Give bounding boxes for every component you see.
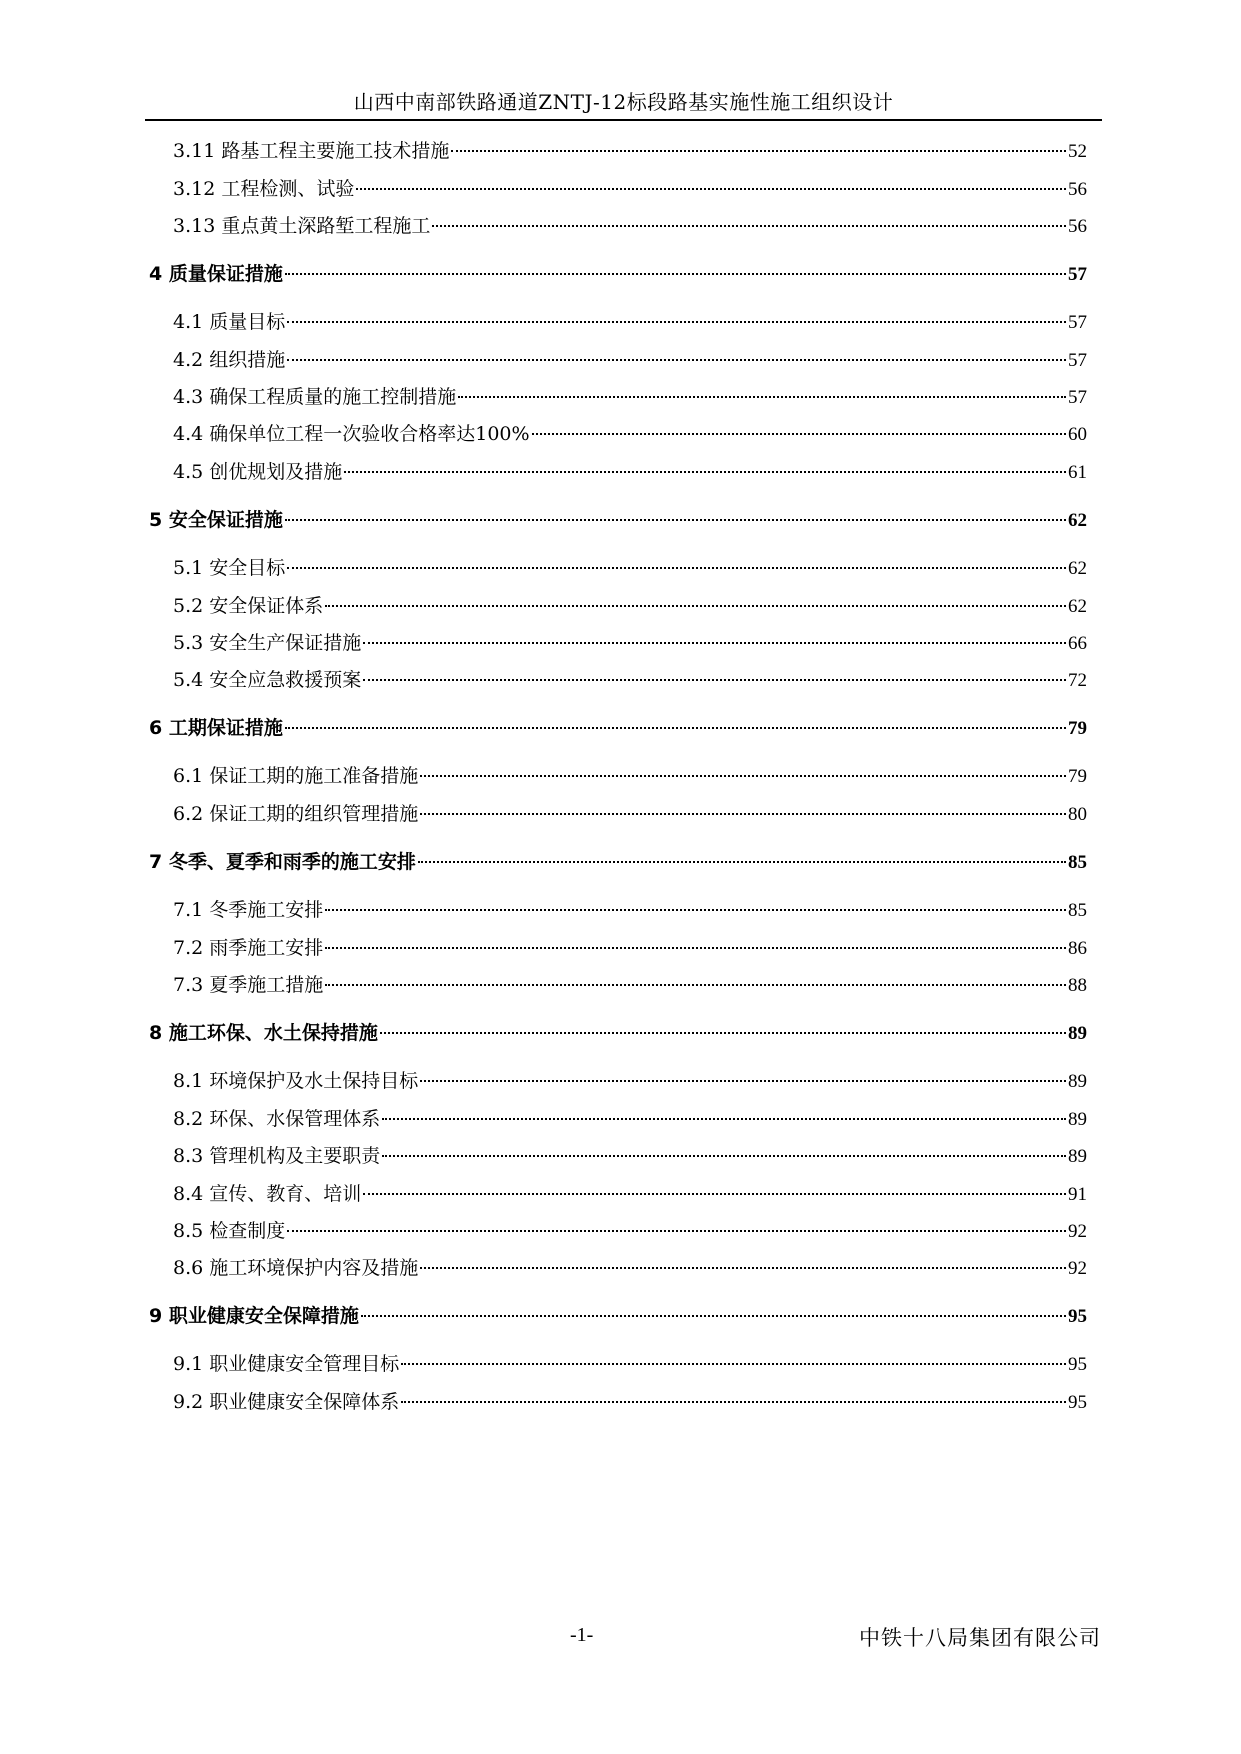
toc-entry-label: 9.2 职业健康安全保障体系: [173, 1391, 400, 1413]
toc-dot-leader: [401, 1401, 1066, 1403]
toc-section-entry[interactable]: [173, 459, 1087, 485]
toc-chapter-entry[interactable]: [149, 1303, 1087, 1329]
toc-dot-leader: [380, 1032, 1066, 1034]
toc-section-entry[interactable]: [173, 897, 1087, 923]
toc-entry-page: 62: [1068, 510, 1087, 531]
toc-section-entry[interactable]: [173, 1389, 1087, 1415]
toc-section-entry[interactable]: [173, 1351, 1087, 1377]
toc-entry-label: 9.1 职业健康安全管理目标: [173, 1353, 400, 1375]
toc-dot-leader: [356, 188, 1066, 190]
toc-entry-label: 3.12 工程检测、试验: [173, 178, 355, 200]
toc-dot-leader: [287, 567, 1066, 569]
toc-entry-page: 86: [1068, 938, 1087, 959]
toc-section-entry[interactable]: [173, 801, 1087, 827]
toc-entry-label: 8.6 施工环境保护内容及措施: [173, 1257, 419, 1279]
toc-dot-leader: [458, 396, 1066, 398]
toc-entry-page: 79: [1068, 766, 1087, 787]
toc-entry-label: 8.5 检查制度: [173, 1220, 286, 1242]
toc-section-entry[interactable]: [173, 138, 1087, 164]
toc-entry-page: 57: [1068, 350, 1087, 371]
toc-dot-leader: [420, 813, 1066, 815]
toc-entry-label: 5.3 安全生产保证措施: [173, 632, 362, 654]
toc-section-entry[interactable]: [173, 1255, 1087, 1281]
toc-dot-leader: [420, 1267, 1066, 1269]
toc-entry-label: 5.1 安全目标: [173, 557, 286, 579]
toc-section-entry[interactable]: [173, 1143, 1087, 1169]
toc-dot-leader: [382, 1118, 1066, 1120]
toc-entry-page: 72: [1068, 670, 1087, 691]
toc-entry-page: 80: [1068, 804, 1087, 825]
toc-entry-label: 8.3 管理机构及主要职责: [173, 1145, 381, 1167]
toc-entry-page: 95: [1068, 1392, 1087, 1413]
toc-entry-label: 4.2 组织措施: [173, 349, 286, 371]
toc-dot-leader: [285, 727, 1066, 729]
page-header-title: 山西中南部铁路通道ZNTJ-12标段路基实施性施工组织设计: [353, 90, 894, 114]
toc-entry-page: 61: [1068, 462, 1087, 483]
toc-entry-label: 7.2 雨季施工安排: [173, 937, 324, 959]
toc-dot-leader: [401, 1363, 1066, 1365]
toc-section-entry[interactable]: [173, 1068, 1087, 1094]
toc-section-entry[interactable]: [173, 935, 1087, 961]
toc-section-entry[interactable]: [173, 1181, 1087, 1207]
toc-entry-page: 92: [1068, 1221, 1087, 1242]
toc-dot-leader: [325, 605, 1066, 607]
toc-dot-leader: [418, 861, 1066, 863]
toc-entry-label: 6.2 保证工期的组织管理措施: [173, 803, 419, 825]
toc-entry-label: 6.1 保证工期的施工准备措施: [173, 765, 419, 787]
toc-section-entry[interactable]: [173, 630, 1087, 656]
toc-section-entry[interactable]: [173, 384, 1087, 410]
toc-entry-page: 85: [1068, 852, 1087, 873]
toc-entry-label: 4.1 质量目标: [173, 311, 286, 333]
toc-entry-label: 8.1 环境保护及水土保持目标: [173, 1070, 419, 1092]
toc-entry-page: 62: [1068, 596, 1087, 617]
toc-entry-label: 7.3 夏季施工措施: [173, 974, 324, 996]
toc-dot-leader: [287, 321, 1066, 323]
toc-section-entry[interactable]: [173, 309, 1087, 335]
footer-company-name: 中铁十八局集团有限公司: [859, 1626, 1101, 1650]
toc-entry-page: 91: [1068, 1184, 1087, 1205]
toc-entry-label: 3.11 路基工程主要施工技术措施: [173, 140, 450, 162]
toc-entry-page: 95: [1068, 1354, 1087, 1375]
toc-section-entry[interactable]: [173, 1218, 1087, 1244]
toc-entry-label: 8 施工环保、水土保持措施: [149, 1022, 378, 1044]
toc-dot-leader: [363, 1193, 1066, 1195]
toc-dot-leader: [432, 225, 1066, 227]
toc-chapter-entry[interactable]: [149, 507, 1087, 533]
toc-entry-page: 62: [1068, 558, 1087, 579]
toc-entry-label: 9 职业健康安全保障措施: [149, 1305, 359, 1327]
toc-entry-page: 89: [1068, 1109, 1087, 1130]
toc-entry-page: 79: [1068, 718, 1087, 739]
toc-dot-leader: [325, 909, 1066, 911]
toc-dot-leader: [325, 947, 1066, 949]
toc-dot-leader: [344, 471, 1066, 473]
toc-entry-page: 52: [1068, 141, 1087, 162]
toc-dot-leader: [285, 519, 1066, 521]
toc-entry-label: 4.4 确保单位工程一次验收合格率达100%: [173, 423, 530, 445]
toc-chapter-entry[interactable]: [149, 849, 1087, 875]
toc-chapter-entry[interactable]: [149, 715, 1087, 741]
toc-entry-page: 57: [1068, 387, 1087, 408]
toc-section-entry[interactable]: [173, 667, 1087, 693]
toc-chapter-entry[interactable]: [149, 261, 1087, 287]
toc-entry-page: 92: [1068, 1258, 1087, 1279]
toc-section-entry[interactable]: [173, 421, 1087, 447]
toc-entry-page: 66: [1068, 633, 1087, 654]
toc-dot-leader: [287, 1230, 1066, 1232]
toc-entry-page: 60: [1068, 424, 1087, 445]
toc-dot-leader: [420, 1080, 1066, 1082]
toc-section-entry[interactable]: [173, 347, 1087, 373]
toc-section-entry[interactable]: [173, 213, 1087, 239]
toc-entry-label: 8.4 宣传、教育、培训: [173, 1183, 362, 1205]
toc-dot-leader: [420, 775, 1066, 777]
toc-entry-page: 57: [1068, 312, 1087, 333]
toc-section-entry[interactable]: [173, 1106, 1087, 1132]
toc-entry-page: 89: [1068, 1071, 1087, 1092]
toc-entry-label: 5 安全保证措施: [149, 509, 283, 531]
toc-entry-label: 5.4 安全应急救援预案: [173, 669, 362, 691]
toc-dot-leader: [382, 1155, 1066, 1157]
toc-entry-page: 89: [1068, 1146, 1087, 1167]
toc-entry-label: 7 冬季、夏季和雨季的施工安排: [149, 851, 416, 873]
toc-entry-label: 4.5 创优规划及措施: [173, 461, 343, 483]
toc-entry-page: 56: [1068, 216, 1087, 237]
toc-dot-leader: [363, 679, 1066, 681]
toc-entry-page: 57: [1068, 264, 1087, 285]
toc-dot-leader: [325, 984, 1066, 986]
toc-entry-label: 3.13 重点黄土深路堑工程施工: [173, 215, 431, 237]
toc-entry-page: 85: [1068, 900, 1087, 921]
toc-dot-leader: [361, 1315, 1066, 1317]
toc-dot-leader: [363, 642, 1066, 644]
toc-entry-label: 5.2 安全保证体系: [173, 595, 324, 617]
toc-entry-page: 88: [1068, 975, 1087, 996]
toc-entry-page: 89: [1068, 1023, 1087, 1044]
toc-entry-page: 56: [1068, 179, 1087, 200]
toc-section-entry[interactable]: [173, 555, 1087, 581]
toc-section-entry[interactable]: [173, 593, 1087, 619]
toc-dot-leader: [532, 433, 1066, 435]
toc-entry-label: 8.2 环保、水保管理体系: [173, 1108, 381, 1130]
toc-entry-label: 4.3 确保工程质量的施工控制措施: [173, 386, 457, 408]
toc-entry-label: 6 工期保证措施: [149, 717, 283, 739]
footer-page-number: -1-: [570, 1624, 594, 1646]
toc-section-entry[interactable]: [173, 763, 1087, 789]
toc-dot-leader: [287, 359, 1066, 361]
toc-section-entry[interactable]: [173, 176, 1087, 202]
toc-dot-leader: [451, 150, 1066, 152]
toc-section-entry[interactable]: [173, 972, 1087, 998]
toc-entry-label: 4 质量保证措施: [149, 263, 283, 285]
toc-dot-leader: [285, 273, 1066, 275]
toc-entry-label: 7.1 冬季施工安排: [173, 899, 324, 921]
toc-chapter-entry[interactable]: [149, 1020, 1087, 1046]
toc-entry-page: 95: [1068, 1306, 1087, 1327]
